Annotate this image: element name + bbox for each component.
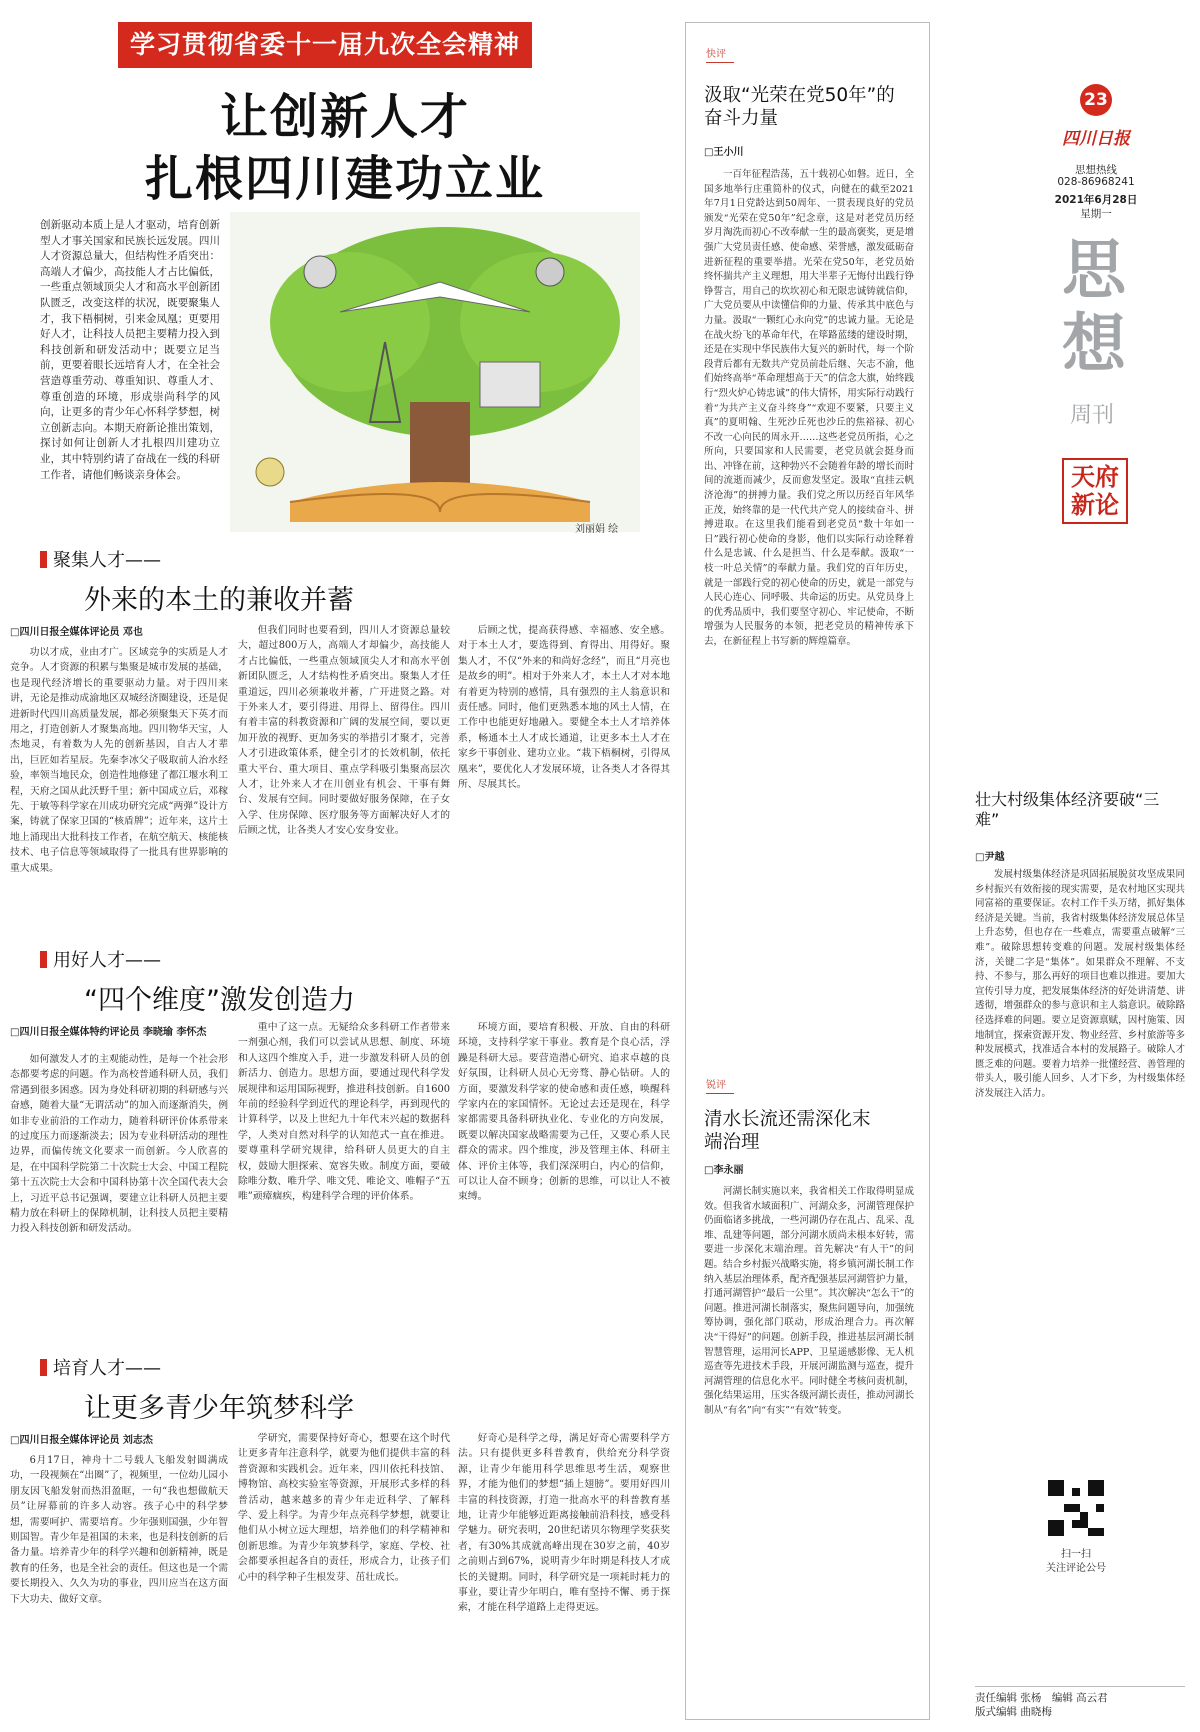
section-1-label-text: 聚集人才—— <box>53 550 161 571</box>
feature-2-title: 清水长流还需深化末端治理 <box>704 1109 871 1153</box>
weekly-label: 周刊 <box>1070 403 1115 428</box>
section-2-col-3: 环境方面，要培育积极、开放、自由的科研环境，支持科学家干事业。教育是个良心活，浮躁是科研大忌。要营造潜心研究、追求卓越的良好氛围，让科研人员心无旁骛、静心钻研。人的方面，要激发科学家的使命感和责任感，唤醒科学家内在的家国情怀。无论过去还是现在，科学家都需要具备科研执业化、专业化的方向发展，既要以解决国家战略需要为己任，又要心系人民群众的需求。四个维度，涉及管理主体、科研主体、评价主体等，我们深深明白，内心的信仰，可以让人奋不顾身；创新的思维，可以让人不被束缚。 <box>458 1022 670 1203</box>
qr-code-icon[interactable] <box>1048 1480 1104 1536</box>
section-1-col-3: 后顾之忧，提高获得感、幸福感、安全感。对于本土人才，要选得到、育得出、用得好。聚集人才，不仅“外来的和尚好念经”，而且“月亮也是故乡的明”。相对于外来人才，本土人才对本地有着更为特别的感情，具有强烈的主人翁意识和责任感。同时，他们更熟悉本地的风土人情，在工作中也能更好地融入。要健全本土人才培养体系，畅通本土人才成长通道，让更多本土人才在家乡干事创业、建功立业。“栽下梧桐树，引得凤凰来”，要优化人才发展环境，让各类人才各得其所、尽展其长。 <box>458 625 670 791</box>
section-2-col-2: 重中了这一点。无疑给众多科研工作者带来一剂强心剂，我们可以尝试从思想、制度、环境和人这四个维度入手，进一步激发科研人员的创新活力、创造力。思想方面，要通过现代科学发展规律和运用国际视野，推进科技创新。自1600年前的经验科学到近代的理论科学，再到现代的计算科学，以及上世纪九十年代末兴起的数据科学，人类对自然对科学的认知范式一直在推进。要尊重科学研究规律，给科研人员更大的自主权，鼓励大胆探索、宽容失败。制度方面，要破除唯分数、唯升学、唯文凭、唯论文、唯帽子“五唯”顽瘴痼疾，构建科学合理的评价体系。 <box>238 1022 450 1203</box>
editor-credits-line-1: 责任编辑 张杨 编辑 高云君 <box>975 1692 1108 1704</box>
feature-1-tag: 快评 <box>706 45 734 63</box>
qr-caption <box>1030 1548 1122 1576</box>
banner: 学习贯彻省委十一届九次全会精神 <box>118 22 532 68</box>
section-1-label <box>40 546 161 572</box>
intro-text: 创新驱动本质上是人才驱动，培育创新型人才事关国家和民族长远发展。四川人才资源总量大，但结构性矛盾突出：高端人才偏少，高技能人才占比偏低，一些重点领域顶尖人才和高水平创新团队匮乏，改变这样的状况，既要聚集人才，我下梧桐树，引来金凤凰；更要用好人才，让科技人员把主要精力投入到科技创新和研发活动中；既要立足当前，更要着眼长远培育人才，在全社会营造尊重劳动、尊重知识、尊重人才、尊重创造的环境，形成崇尚科学的风向，让更多的青少年心怀科学梦想，树立创新志向。本期天府新论推出策划，探讨如何让创新人才扎根四川建功立业，其中特别约请了奋战在一线的科研工作者，请他们畅谈亲身体会。 <box>40 219 220 480</box>
editor-credits-line-2: 版式编辑 曲晓梅 <box>975 1706 1052 1718</box>
section-3-label-text: 培育人才—— <box>53 1358 161 1379</box>
section-3-byline: □四川日报全媒体评论员 刘志杰 <box>10 1435 153 1446</box>
main-title-line-2: 扎根四川建功立业 <box>144 151 545 207</box>
tree-illustration <box>230 212 640 532</box>
hotline-number: 028-86968241 <box>1057 176 1135 188</box>
section-1-col-1: 功以才成，业由才广。区域竞争的实质是人才竞争。人才资源的积累与集聚是城市发展的基础，也是现代经济增长的重要驱动力量。对于四川来讲，无论是推动成渝地区双城经济圈建设，还是促进新时代四川高质量发展，都必须聚集天下英才而用之，打造创新人才聚集高地。四川物华天宝，人杰地灵，有着数为人先的创新基因，自古人才辈出，巨匠如若星辰。先秦李冰父子吸取前人治水经验，率领当地民众，创造性地修建了都江堰水利工程，天府之国从此沃野千里；新中国成立后，邓稼先、于敏等科学家在川成功研究完成“两弹”设计方案，铸就了保家卫国的“核盾牌”；近年来，这片土地上涌现出大批科技工作者，在航空航天、核能核技术、电子信息等领域取得了一批具有世界影响的重大成果。 <box>10 647 228 874</box>
section-marker-icon <box>40 951 47 968</box>
section-3-label <box>40 1354 161 1380</box>
main-title <box>110 86 580 210</box>
hotline-label: 思想热线 <box>1075 164 1117 176</box>
right-article-title: 壮大村级集体经济要破“三难” <box>975 790 1160 829</box>
section-marker-icon <box>40 1359 47 1376</box>
feature-2-tag: 锐评 <box>706 1076 734 1094</box>
issue-weekday: 星期一 <box>1080 208 1112 220</box>
section-3-title: 让更多青少年筑梦科学 <box>84 1393 354 1424</box>
main-title-line-1: 让创新人才 <box>219 89 470 145</box>
qr-caption-line-1: 扫一扫 <box>1061 1549 1091 1560</box>
editor-credits <box>975 1686 1185 1719</box>
column-logo <box>1062 458 1128 524</box>
feature-2-byline: □李永丽 <box>704 1165 744 1176</box>
qr-caption-line-2: 关注评论公号 <box>1046 1563 1106 1574</box>
issue-date: 2021年6月28日 <box>1054 194 1138 206</box>
section-3-col-3: 好奇心是科学之母，满足好奇心需要科学方法。只有提供更多科普教育，供给充分科学资源，让青少年能用科学思维思考生活，观察世界，才能为他们的梦想“插上翅膀”。要用好四川丰富的科技资源，打造一批高水平的科普教育基地，让青少年能够近距离接触前沿科技，感受科学魅力。研究表明，20世纪诺贝尔物理学奖获奖者，有30%其成就高峰出现在30岁之前，40岁之前则占到67%，说明青少年时期是科技人才成长的关键期。同时，科学研究是一项耗时耗力的事业，要让青少年明白，唯有坚持不懈、勇于探索，才能在科学道路上走得更远。 <box>458 1433 670 1614</box>
section-2-col-1: 如何激发人才的主观能动性，是每一个社会形态都要考虑的问题。作为高校普通科研人员，我们常遇到很多困惑。因为身处科研初期的科研感与兴奋感，随着大量“无谓活动”的加入而逐渐消失，例如非专业前沿的工作动力，随着科研评价体系带来的过度压力而逐渐淡去；因为专业科研活动的理性边界，而偏传统文化要求一而创新。今人欣喜的是，在中国科学院第二十次院士大会、中国工程院第十五次院士大会和中国科协第十次全国代表大会上，习近平总书记强调，要建立让科研人员把主要精力放在科研上的保障机制，让科技人员把主要精力投入科技创新和研发活动。 <box>10 1054 228 1235</box>
section-3-col-2: 学研究，需要保持好奇心，想要在这个时代让更多青年注意科学，就要为他们提供丰富的科普资源和实践机会。近年来，四川依托科技馆、博物馆、高校实验室等资源，开展形式多样的科普活动，越来越多的青少年走近科学、了解科学、爱上科学。为青少年点亮科学梦想，就要让他们从小树立远大理想，培养他们的科学精神和创新思维。为青少年筑梦科学，家庭、学校、社会都要承担起各自的责任，形成合力，让孩子们心中的科学种子生根发芽、茁壮成长。 <box>238 1433 450 1583</box>
column-logo-line-2: 新论 <box>1071 490 1119 519</box>
illustration-credit: 刘丽娟 绘 <box>575 524 619 535</box>
section-1-byline: □四川日报全媒体评论员 邓也 <box>10 627 143 638</box>
section-name-char-1: 思 <box>1062 233 1126 308</box>
section-3-col-1: 6月17日，神舟十二号载人飞船发射圆满成功，一段视频在“出圈”了，视频里，一位幼儿园小朋友因飞船发射而热泪盈眶，一句“我也想做航天员”让屏幕前的许多人动容。孩子心中的科学梦想，需要呵护、需要培育。少年强则国强，少年智则国智。青少年是祖国的未来，也是科技创新的后备力量。培养青少年的科学兴趣和创新精神，既是教育的任务，也是全社会的责任。但这也是一个需要长期投入、久久为功的事业，四川应当在这方面下大功夫、做好文章。 <box>10 1455 228 1605</box>
section-2-label <box>40 946 161 972</box>
section-name-char-2: 想 <box>1062 307 1126 382</box>
section-2-byline: □四川日报全媒体特约评论员 李晓瑜 李怀杰 <box>10 1027 207 1038</box>
section-2-title: “四个维度”激发创造力 <box>84 985 355 1016</box>
right-article-byline: □尹越 <box>975 852 1005 863</box>
paper-logo: 四川日报 <box>1062 129 1130 149</box>
feature-1-body: 一百年征程浩荡，五十载初心如磐。近日，全国多地举行庄重简朴的仪式，向健在的截至2021年7月1日党龄达到50周年、一贯表现良好的党员颁发“光荣在党50年”纪念章，这是对老党员历经岁月淘洗而初心不改奉献一生的最高褒奖，更是增强广大党员责任感、使命感、荣誉感，激发砥砺奋进新征程的重要举措。光荣在党50年，老党员始终怀揣共产主义理想，用大半辈子无悔付出践行铮铮誓言，用自己的坎坎初心和无限忠诚铸就信仰，广大党员要从中读懂信仰的力量、传承其中底色与力量。汲取“一颗红心永向党”的忠诚力量。无论是在战火纷飞的革命年代，在筚路蓝缕的建设时期，还是在实现中华民族伟大复兴的新时代，每一个阶段背后都有无数共产党员前赴后继、矢志不渝，他们始终高举“革命理想高于天”的信念大旗，始终践行“烈火炉心铸忠诚”的伟大情怀，用实际行动践行着“为共产主义奋斗终身”“欢迎不要紧，只要主义真”的夏明翰、生死沙丘死也沙丘的焦裕禄、初心不改一心向民的周永开……这些老党员所指，心之所向，只要国家和人民需要，老党员就会挺身而出、冲锋在前，这种勃兴不会随着年龄的增长而时间的流逝而减少，反而愈发坚定。汲取“直挂云帆济沧海”的拼搏力量。我们党之所以历经百年风华正茂，始终靠的是一代代共产党人的接续奋斗、拼搏进取。在这里我们能看到老党员“数十年如一日”践行初心使命的身影，他们以实际行动诠释着什么是忠诚、什么是担当、什么是奉献。汲取“一枝一叶总关情”的奉献力量。我们党的百年历史，就是一部践行党的初心使命的历史，就是一部党与人民心连心、同呼吸、共命运的历史。从党员身上的优秀品质中，我们要坚守初心、牢记使命，不断增强为人民服务的本领，把老党员的精神传承下去，在新征程上书写新的辉煌篇章。 <box>704 169 914 647</box>
column-logo-line-1: 天府 <box>1071 462 1119 491</box>
feature-2-body: 河湖长制实施以来，我省相关工作取得明显成效。但我省水域面积广、河湖众多，河湖管理保护仍面临诸多挑战，一些河湖仍存在乱占、乱采、乱堆、乱建等问题，部分河湖水质尚未根本好转，需要进一步深化末端治理。首先解决“有人干”的问题。结合乡村振兴战略实施，将乡镇河湖长制工作纳入基层治理体系，配齐配强基层河湖管护力量，打通河湖管护“最后一公里”。其次解决“怎么干”的问题。推进河湖长制落实，聚焦问题导向，加强统筹协调，强化部门联动，形成治理合力。再次解决“干得好”的问题。创新手段，推进基层河湖长制智慧管理，运用河长APP、卫星遥感影像、无人机巡查等先进技术手段，开展河湖监测与巡查，提升河湖管理的信息化水平。同时健全考核问责机制，强化结果运用，压实各级河湖长责任，推动河湖长制从“有名”向“有实”“有效”转变。 <box>704 1186 914 1416</box>
section-1-col-2: 但我们同时也要看到，四川人才资源总量较大，超过800万人，高端人才却偏少，高技能人才占比偏低，一些重点领域顶尖人才和高水平创新团队匮乏，人才结构性矛盾突出。聚集人才任重道远，四川必须兼收并蓄，广开进贤之路。对于外来人才，要引得进、用得上、留得住。四川有着丰富的科教资源和广阔的发展空间，要以更加开放的视野、更加务实的举措引才聚才，完善人才引进政策体系，健全引才的长效机制，依托重大平台、重大项目、重点学科吸引集聚高层次人才，让外来人才在川创业有机会、干事有舞台、发展有空间。同时要做好服务保障，在子女入学、住房保障、医疗服务等方面解决好人才的后顾之忧，让各类人才安心安身安业。 <box>238 625 450 837</box>
section-1-title: 外来的本土的兼收并蓄 <box>84 585 354 616</box>
feature-1-byline: □王小川 <box>704 147 744 158</box>
page-number-badge: 23 <box>1080 84 1112 116</box>
right-article-body: 发展村级集体经济是巩固拓展脱贫攻坚成果同乡村振兴有效衔接的现实需要，是农村地区实现共同富裕的重要保证。农村工作千头万绪，抓好集体经济是关键。当前，我省村级集体经济发展总体呈上升态势，但也存在一些难点，需要重点破解“三难”。破除思想转变难的问题。发展村级集体经济，关键二字是“集体”。如果群众不理解、不支持、不参与，那么再好的项目也难以推进。要加大宣传引导力度，把发展集体经济的好处讲清楚、讲透彻，增强群众的参与意识和主人翁意识。破除路径选择难的问题。要立足资源禀赋，因村施策、因地制宜，探索资源开发、物业经营、乡村旅游等多种发展模式，找准适合本村的发展路子。破除人才匮乏难的问题。要着力培养一批懂经营、善管理的带头人，吸引能人回乡、人才下乡，为村级集体经济发展注入活力。 <box>975 869 1185 1099</box>
section-marker-icon <box>40 551 47 568</box>
section-2-label-text: 用好人才—— <box>53 950 161 971</box>
feature-1-title: 汲取“光荣在党50年”的奋斗力量 <box>704 85 895 129</box>
